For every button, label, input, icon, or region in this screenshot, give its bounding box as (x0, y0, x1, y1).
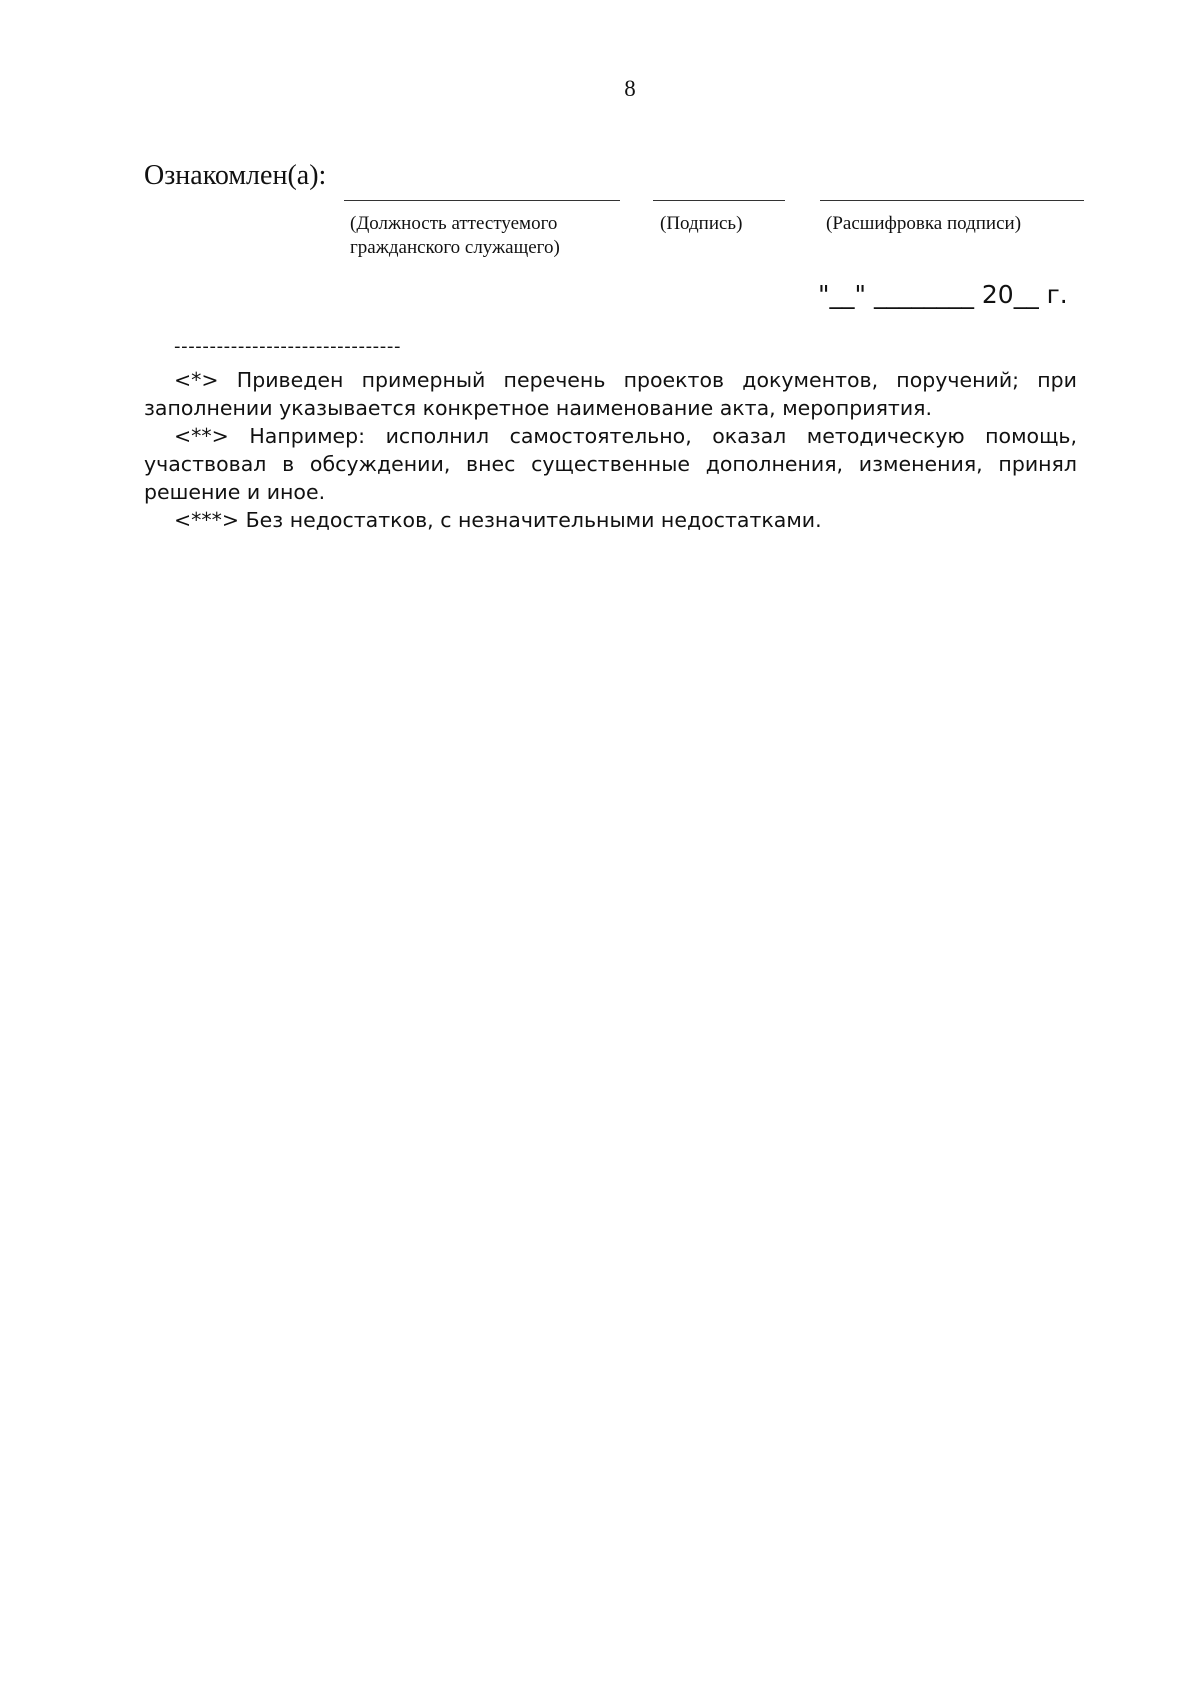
page-number: 8 (624, 76, 636, 101)
position-caption: (Должность аттестуемого гражданского служащего) (350, 213, 560, 258)
signature-decode-blank-line (820, 200, 1084, 201)
date-line: "__" ________ 20__ г. (818, 280, 1068, 309)
position-blank-line (344, 200, 620, 201)
footnote-3: <***> Без недостатков, с незначительными недостатками. (174, 508, 822, 532)
footnote-2: <**> Например: исполнил самостоятельно, оказал методическую помощь, участвовал в обсуждении, внес существенные дополнения, изменения, принял решение и иное. (144, 424, 1077, 504)
footnote-divider: -------------------------------- (174, 336, 402, 357)
footnotes-block (144, 366, 1077, 534)
signature-decode-caption: (Расшифровка подписи) (826, 213, 1022, 234)
acquaintance-label: Ознакомлен(а): (144, 160, 327, 191)
signature-caption: (Подпись) (660, 213, 743, 234)
footnote-1: <*> Приведен примерный перечень проектов документов, поручений; при заполнении указывается конкретное наименование акта, мероприятия. (144, 368, 1077, 420)
signature-blank-line (653, 200, 785, 201)
